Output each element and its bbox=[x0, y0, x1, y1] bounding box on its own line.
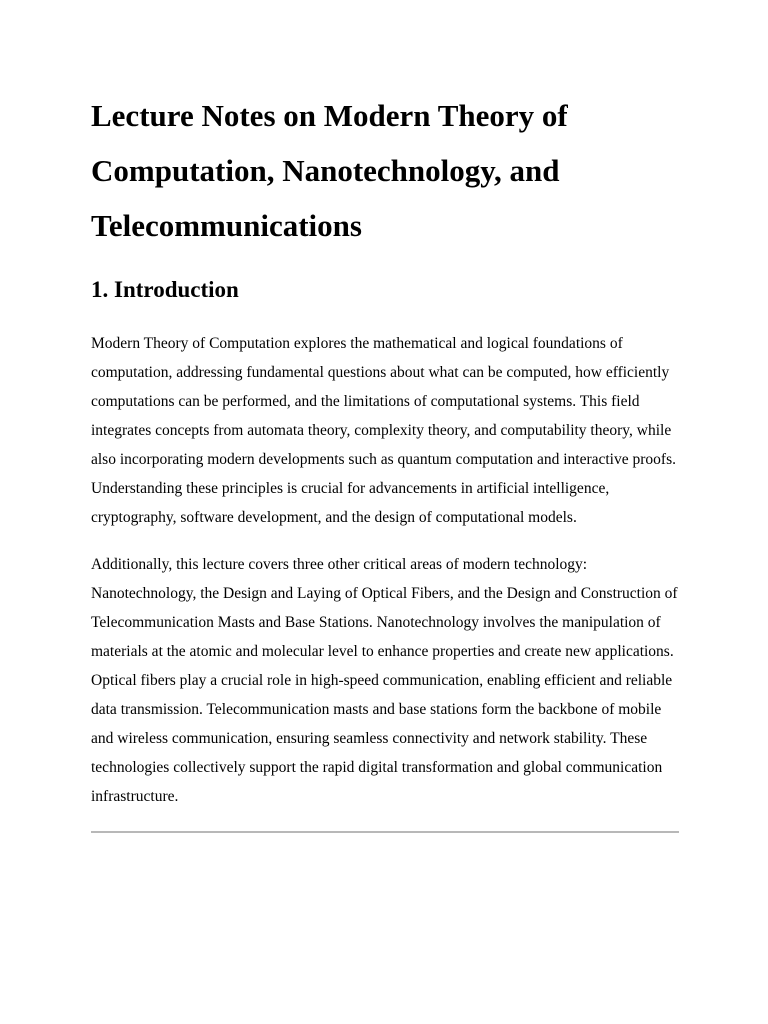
introduction-paragraph-1: Modern Theory of Computation explores the mathematical and logical foundations of computation, addressing fundamental questions about what can be computed, how efficiently computations can be performed, and the limitations of computational systems. This field integrates concepts from automata theory, complexity theory, and computability theory, while also incorporating modern developments such as quantum computation and interactive proofs. Understanding these principles is crucial for advancements in artificial intelligence, cryptography, software development, and the design of computational models. bbox=[91, 335, 676, 526]
document-page bbox=[91, 88, 679, 833]
section-divider bbox=[91, 831, 679, 833]
introduction-paragraph-2: Additionally, this lecture covers three other critical areas of modern technology: Nanotechnology, the Design and Laying of Optical Fibers, and the Design and Construction of Telecommunication Masts and Base Stations. Nanotechnology involves the manipulation of materials at the atomic and molecular level to enhance properties and create new applications. Optical fibers play a crucial role in high-speed communication, enabling efficient and reliable data transmission. Telecommunication masts and base stations form the backbone of mobile and wireless communication, ensuring seamless connectivity and network stability. These technologies collectively support the rapid digital transformation and global communication infrastructure. bbox=[91, 556, 678, 805]
document-title: Lecture Notes on Modern Theory of Computation, Nanotechnology, and Telecommunications bbox=[91, 98, 568, 243]
section-heading-introduction: 1. Introduction bbox=[91, 277, 239, 302]
